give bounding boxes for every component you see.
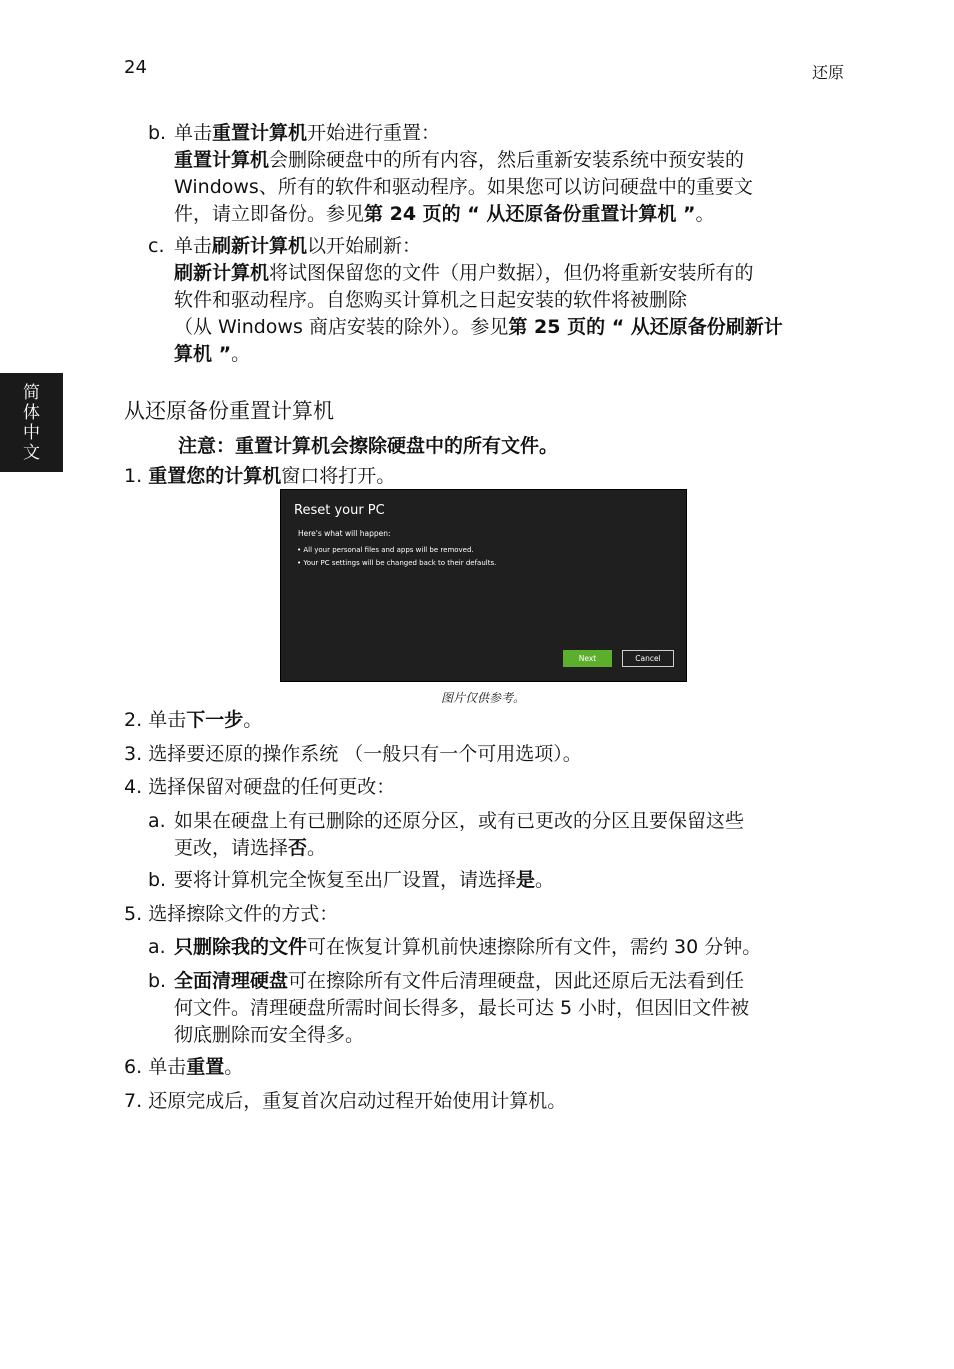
step-4a-marker: a.	[148, 810, 166, 832]
step-number: 3.	[124, 743, 143, 765]
text: 更改，请选择	[174, 837, 289, 859]
item-c-line5	[174, 341, 854, 368]
reset-bullet: • Your PC settings will be changed back to their defaults.	[297, 559, 497, 567]
note: 注意：重置计算机会擦除硬盘中的所有文件。	[178, 435, 559, 457]
language-side-tab	[0, 373, 63, 472]
item-b-line2	[174, 147, 854, 174]
reset-bullet: • All your personal files and apps will be removed.	[297, 546, 474, 554]
text: 要将计算机完全恢复至出厂设置，请选择	[174, 869, 517, 891]
bold-term: 刷新计算机	[212, 235, 308, 257]
text: 。	[535, 869, 555, 891]
item-b	[174, 120, 854, 228]
step-1	[124, 463, 395, 490]
text: 单击	[174, 122, 213, 144]
step-5b	[174, 968, 854, 1049]
bold-term: 重置您的计算机	[148, 465, 282, 487]
text: 选择要还原的操作系统 （一般只有一个可用选项）。	[148, 743, 582, 765]
text: 将试图保留您的文件（用户数据），但仍将重新安装所有的	[269, 262, 754, 284]
item-b-line1	[174, 120, 854, 147]
bold-term: 重置	[186, 1056, 225, 1078]
side-tab-char: 中	[23, 422, 40, 443]
image-caption: 图片仅供参考。	[440, 691, 525, 705]
step-number: 1.	[124, 465, 143, 487]
step-6	[124, 1054, 243, 1081]
cross-reference-link[interactable]: 第 25 页的 “ 从还原备份刷新计	[508, 316, 783, 338]
text: 。	[224, 1056, 244, 1078]
step-5b-marker: b.	[148, 970, 167, 992]
bold-term: 重置计算机	[212, 122, 308, 144]
text: 窗口将打开。	[281, 465, 396, 487]
item-c-line3: 软件和驱动程序。自您购买计算机之日起安装的软件将被删除	[174, 289, 688, 311]
step-5	[124, 901, 338, 928]
step-7	[124, 1088, 566, 1115]
cross-reference-link[interactable]: 算机 ”	[174, 343, 232, 365]
text: 还原完成后，重复首次启动过程开始使用计算机。	[148, 1090, 567, 1112]
text: 单击	[174, 235, 213, 257]
step-number: 5.	[124, 903, 143, 925]
text: 。	[243, 709, 263, 731]
step-5a-marker: a.	[148, 936, 166, 958]
step-4a	[174, 808, 854, 862]
step-4	[124, 774, 395, 801]
item-b-marker: b.	[148, 122, 167, 144]
cross-reference-link[interactable]: 第 24 页的 “ 从还原备份重置计算机 ”	[364, 203, 696, 225]
step-4a-line2	[174, 835, 854, 862]
bold-term: 刷新计算机	[174, 262, 270, 284]
text: 以开始刷新：	[307, 235, 422, 257]
page-number: 24	[124, 57, 147, 78]
reset-pc-screenshot	[281, 490, 686, 681]
item-c-line2	[174, 260, 854, 287]
text: 。	[307, 837, 327, 859]
bold-term: 全面清理硬盘	[174, 970, 289, 992]
text: （从 Windows 商店安装的除外）。参见	[174, 316, 509, 338]
step-4b-marker: b.	[148, 869, 167, 891]
item-b-line4	[174, 201, 854, 228]
text: 。	[695, 203, 715, 225]
item-c-marker: c.	[148, 235, 165, 257]
text: 彻底删除而安全得多。	[174, 1024, 365, 1046]
text: 。	[231, 343, 251, 365]
item-c-line4	[174, 314, 854, 341]
reset-subtitle: Here's what will happen:	[298, 529, 391, 538]
running-head: 还原	[811, 63, 844, 82]
text: 件，请立即备份。参见	[174, 203, 365, 225]
side-tab-char: 体	[23, 402, 40, 423]
step-5a	[174, 934, 761, 961]
reset-title: Reset your PC	[294, 503, 385, 518]
bold-term: 下一步	[186, 709, 244, 731]
cancel-button[interactable]: Cancel	[622, 650, 674, 667]
step-4b	[174, 867, 554, 894]
text: 如果在硬盘上有已删除的还原分区，或有已更改的分区且要保留这些	[174, 810, 745, 832]
text: 单击	[148, 709, 187, 731]
step-3	[124, 741, 582, 768]
text: 可在擦除所有文件后清理硬盘，因此还原后无法看到任	[288, 970, 745, 992]
text: 选择保留对硬盘的任何更改：	[148, 776, 396, 798]
text: 何文件。清理硬盘所需时间长得多，最长可达 5 小时，但因旧文件被	[174, 997, 750, 1019]
step-2	[124, 707, 262, 734]
text: 选择擦除文件的方式：	[148, 903, 339, 925]
step-number: 4.	[124, 776, 143, 798]
step-5b-line1	[174, 968, 854, 995]
section-heading: 从还原备份重置计算机	[124, 399, 334, 423]
next-button[interactable]: Next	[563, 650, 612, 667]
item-c	[174, 233, 854, 368]
text: 会删除硬盘中的所有内容，然后重新安装系统中预安装的	[269, 149, 745, 171]
side-tab-char: 简	[23, 382, 40, 403]
bold-term: 是	[516, 869, 536, 891]
bold-term: 重置计算机	[174, 149, 270, 171]
item-c-line1	[174, 233, 854, 260]
bold-term: 只删除我的文件	[174, 936, 308, 958]
step-number: 7.	[124, 1090, 143, 1112]
text: 单击	[148, 1056, 187, 1078]
bold-term: 否	[288, 837, 308, 859]
text: 可在恢复计算机前快速擦除所有文件，需约 30 分钟。	[307, 936, 762, 958]
step-number: 2.	[124, 709, 143, 731]
step-number: 6.	[124, 1056, 143, 1078]
item-b-line3: Windows、所有的软件和驱动程序。如果您可以访问硬盘中的重要文	[174, 176, 753, 198]
text: 开始进行重置：	[307, 122, 441, 144]
side-tab-char: 文	[23, 442, 40, 463]
